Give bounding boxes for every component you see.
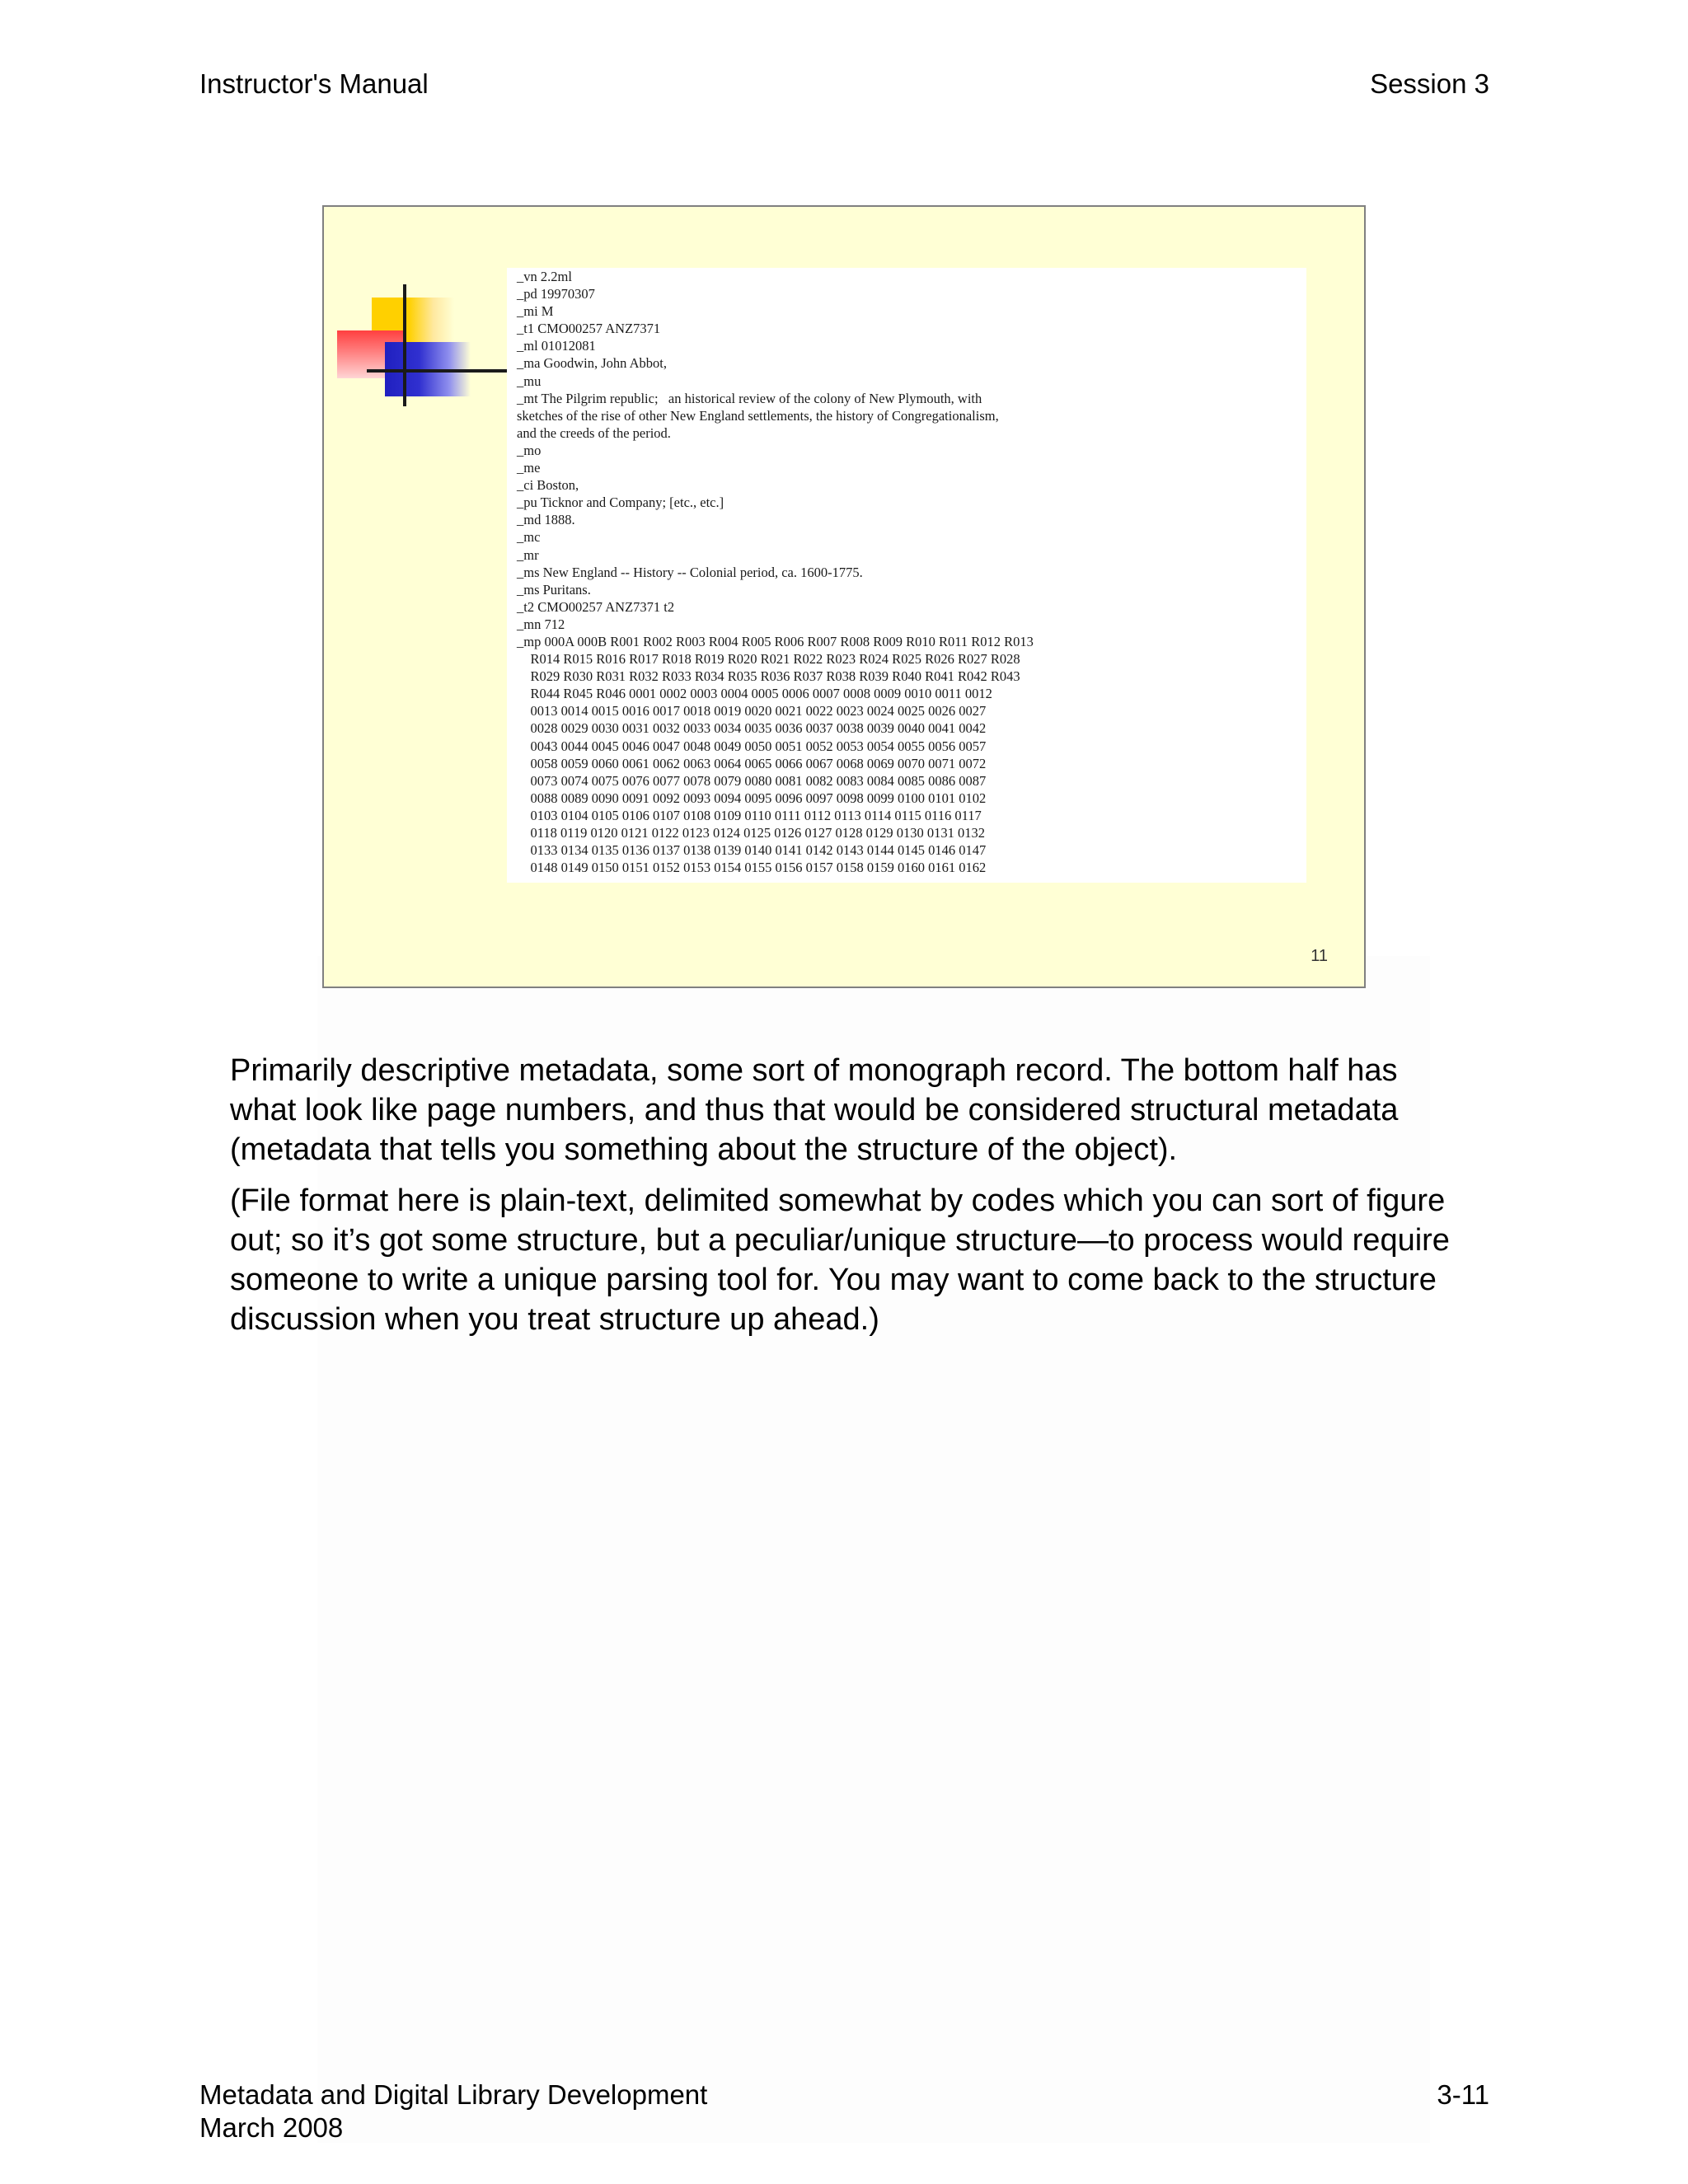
record-line: R044 R045 R046 0001 0002 0003 0004 0005 0006 0007 0008 0009 0010 0011 0012	[517, 686, 992, 702]
record-line: _mu	[517, 373, 542, 389]
record-line: 0043 0044 0045 0046 0047 0048 0049 0050 0051 0052 0053 0054 0055 0056 0057	[517, 738, 987, 754]
record-line: _mr	[517, 546, 539, 563]
record-line: _me	[517, 460, 541, 476]
record-line: 0073 0074 0075 0076 0077 0078 0079 0080 0081 0082 0083 0084 0085 0086 0087	[517, 772, 987, 789]
metadata-record	[507, 268, 1306, 883]
record-line: _ms New England -- History -- Colonial period, ca. 1600-1775.	[517, 564, 863, 580]
record-line: 0058 0059 0060 0061 0062 0063 0064 0065 0066 0067 0068 0069 0070 0071 0072	[517, 755, 987, 771]
record-line: 0013 0014 0015 0016 0017 0018 0019 0020 0021 0022 0023 0024 0025 0026 0027	[517, 703, 987, 719]
record-line: _t2 CMO00257 ANZ7371 t2	[517, 598, 675, 615]
record-line: 0148 0149 0150 0151 0152 0153 0154 0155 0156 0157 0158 0159 0160 0161 0162	[517, 860, 987, 876]
record-line: 0118 0119 0120 0121 0122 0123 0124 0125 0126 0127 0128 0129 0130 0131 0132	[517, 825, 986, 841]
footer-page-number: 3-11	[1437, 2079, 1489, 2110]
record-line: 0133 0134 0135 0136 0137 0138 0139 0140 0141 0142 0143 0144 0145 0146 0147	[517, 842, 987, 859]
record-line: _md 1888.	[517, 512, 575, 528]
record-line: R014 R015 R016 R017 R018 R019 R020 R021 R022 R023 R024 R025 R026 R027 R028	[517, 651, 1020, 668]
record-line: _mo	[517, 442, 542, 458]
record-line: _pu Ticknor and Company; [etc., etc.]	[517, 494, 724, 511]
slide-number: 11	[1311, 947, 1328, 965]
record-line: _ms Puritans.	[517, 581, 591, 598]
record-line: _ml 01012081	[517, 338, 596, 354]
record-line: 0103 0104 0105 0106 0107 0108 0109 0110 0111 0112 0113 0114 0115 0116 0117	[517, 807, 982, 823]
footer-course-info	[199, 2079, 707, 2144]
record-line: _ci Boston,	[517, 477, 579, 494]
record-line: _mi M	[517, 303, 554, 320]
record-line: _vn 2.2ml	[517, 269, 572, 284]
record-line: _t1 CMO00257 ANZ7371	[517, 321, 661, 337]
record-line: _mn 712	[517, 616, 565, 632]
record-line: _mp 000A 000B R001 R002 R003 R004 R005 R006 R007 R008 R009 R010 R011 R012 R013	[517, 633, 1034, 649]
slide-logo-graphic	[337, 284, 510, 408]
instructor-notes	[230, 1051, 1450, 1351]
record-line: 0028 0029 0030 0031 0032 0033 0034 0035 0036 0037 0038 0039 0040 0041 0042	[517, 720, 987, 737]
record-line: _mc	[517, 529, 541, 546]
record-line: and the creeds of the period.	[517, 424, 671, 441]
notes-paragraph: (File format here is plain-text, delimited somewhat by codes which you can sort of figure out; so it’s got some structure, but a peculiar/unique structure—to process would require someone to write a unique parsing tool for. You may want to come back to the structure discussion when you treat structure up ahead.)	[230, 1183, 1450, 1337]
footer-date: March 2008	[199, 2112, 344, 2143]
record-line: 0088 0089 0090 0091 0092 0093 0094 0095 0096 0097 0098 0099 0100 0101 0102	[517, 790, 987, 806]
slide-thumbnail	[322, 205, 1366, 988]
record-line: _pd 19970307	[517, 286, 595, 302]
record-line: R029 R030 R031 R032 R033 R034 R035 R036 R037 R038 R039 R040 R041 R042 R043	[517, 668, 1020, 685]
header-session: Session 3	[1370, 68, 1489, 99]
footer-title: Metadata and Digital Library Development	[199, 2079, 708, 2110]
logo-vertical-line	[403, 284, 406, 406]
notes-paragraph: Primarily descriptive metadata, some sort of monograph record. The bottom half has what look like page numbers, and thus that would be considered structural metadata (metadata that tells you something about the structure of the object).	[230, 1053, 1399, 1167]
record-line: _mt The Pilgrim republic; an historical review of the colony of New Plymouth, with	[517, 390, 982, 406]
header-manual-title: Instructor's Manual	[199, 68, 429, 99]
record-line: sketches of the rise of other New England settlements, the history of Congregationalism,	[517, 407, 999, 424]
record-line: _ma Goodwin, John Abbot,	[517, 355, 667, 372]
